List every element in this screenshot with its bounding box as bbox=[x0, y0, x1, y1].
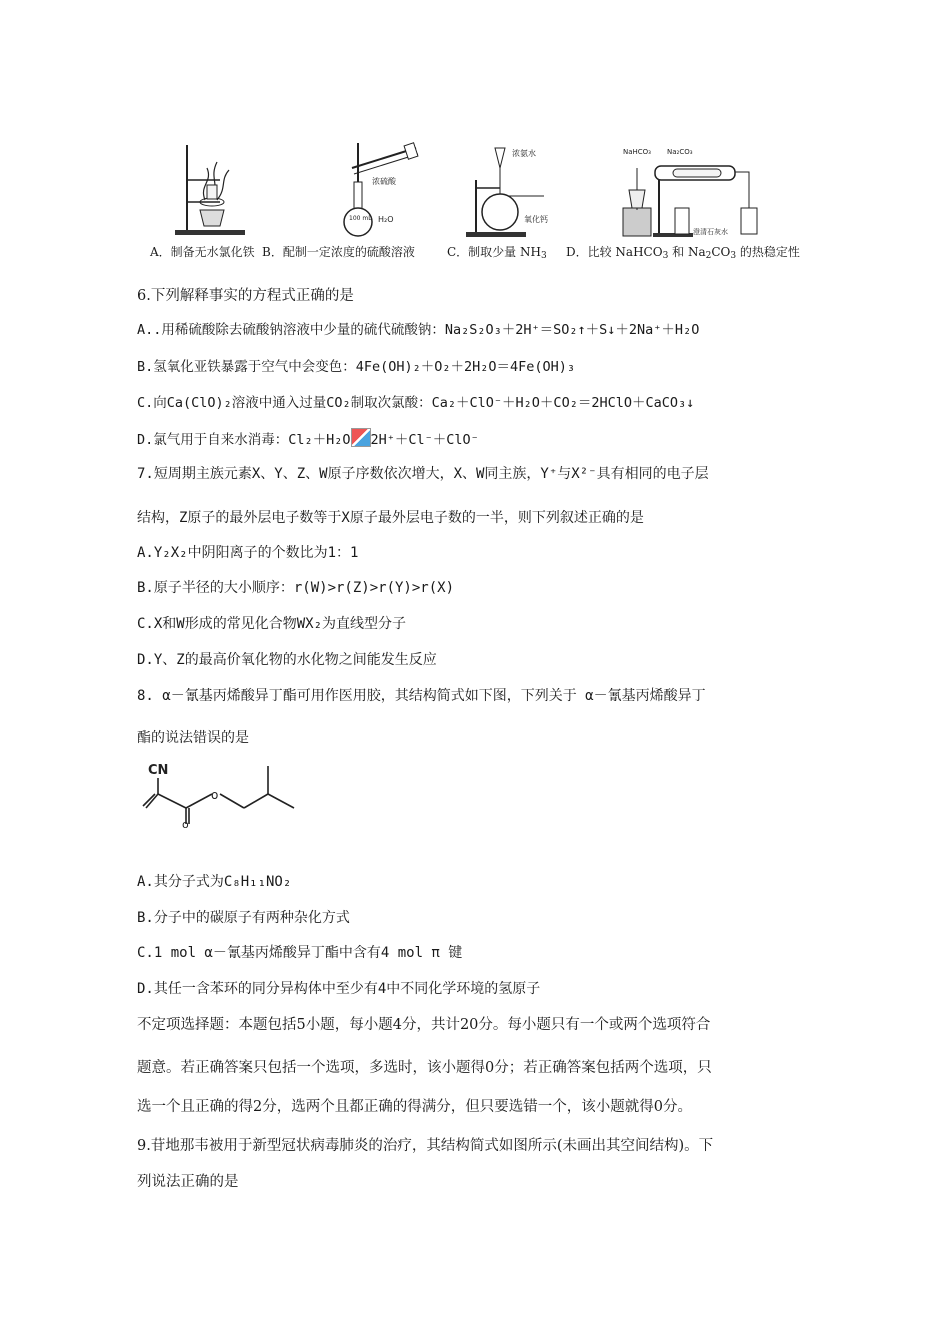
q6-option-c: C.向Ca(ClO)₂溶液中通入过量CO₂制取次氯酸：Ca₂＋ClO⁻＋H₂O＋CO₂＝2HClO＋CaCO₃↓ bbox=[137, 395, 695, 411]
label-b-acid: 浓硫酸 bbox=[372, 177, 396, 186]
caption-d: D．比较 NaHCO$_3$ 和 $Na_2CO_3$ 的热稳定性 bbox=[566, 245, 800, 261]
q6-stem: 6.下列解释事实的方程式正确的是 bbox=[137, 288, 354, 304]
q8-option-a: A.其分子式为C₈H₁₁NO₂ bbox=[137, 874, 292, 890]
label-d-nahco3: NaHCO₃ bbox=[623, 148, 651, 156]
q8-stem-line1: 8. α－氰基丙烯酸异丁酯可用作医用胶，其结构简式如下图，下列关于 α－氰基丙烯酸异丁 bbox=[137, 688, 706, 704]
section-instructions-line3: 选一个且正确的得2分，选两个且都正确的得满分，但只要选错一个，该小题就得0分。 bbox=[137, 1099, 692, 1115]
caption-c: C．制取少量 $NH_3$ bbox=[447, 245, 547, 261]
section-instructions-line1: 不定项选择题：本题包括5小题，每小题4分，共计20分。每小题只有一个或两个选项符合 bbox=[137, 1017, 711, 1033]
q6-option-a: A..用稀硫酸除去硫酸钠溶液中少量的硫代硫酸钠：Na₂S₂O₃＋2H⁺＝SO₂↑＋S↓＋2Na⁺＋H₂O bbox=[137, 322, 700, 338]
apparatus-figure-c bbox=[462, 140, 562, 240]
q6-option-d-left: D.氯气用于自来水消毒：Cl₂＋H₂O bbox=[137, 432, 351, 448]
q6-option-b: B.氢氧化亚铁暴露于空气中会变色：4Fe(OH)₂＋O₂＋2H₂O＝4Fe(OH)₃ bbox=[137, 359, 576, 375]
label-c-ammonia: 浓氨水 bbox=[512, 149, 536, 158]
apparatus-figure-d bbox=[615, 138, 765, 240]
label-d-na2co3: Na₂CO₃ bbox=[667, 148, 693, 156]
broken-image-icon bbox=[351, 428, 371, 447]
q6-option-d bbox=[137, 428, 479, 450]
q7-option-d: D.Y、Z的最高价氧化物的水化物之间能发生反应 bbox=[137, 652, 437, 668]
caption-b: B．配制一定浓度的硫酸溶液 bbox=[262, 245, 415, 259]
section-instructions-line2: 题意。若正确答案只包括一个选项，多选时，该小题得0分；若正确答案包括两个选项，只 bbox=[137, 1060, 712, 1076]
q6-option-d-right: 2H⁺＋Cl⁻＋ClO⁻ bbox=[370, 432, 479, 448]
q8-stem-line2: 酯的说法错误的是 bbox=[137, 730, 249, 746]
q7-stem-line2: 结构，Z原子的最外层电子数等于X原子最外层电子数的一半，则下列叙述正确的是 bbox=[137, 510, 644, 526]
q7-option-c: C.X和W形成的常见化合物WX₂为直线型分子 bbox=[137, 616, 407, 632]
label-b-flask: 100 mL bbox=[349, 215, 372, 222]
q9-stem-line2: 列说法正确的是 bbox=[137, 1174, 239, 1190]
q7-option-b: B.原子半径的大小顺序：r(W)>r(Z)>r(Y)>r(X) bbox=[137, 580, 455, 596]
svg-text:o: o bbox=[182, 818, 189, 828]
label-c-oxide: 氧化钙 bbox=[524, 215, 548, 224]
q8-option-b: B.分子中的碳原子有两种杂化方式 bbox=[137, 910, 350, 926]
label-b-water: H₂O bbox=[378, 215, 394, 224]
q9-stem-line1: 9.苷地那韦被用于新型冠状病毒肺炎的治疗，其结构简式如图所示(未画出其空间结构)。下 bbox=[137, 1138, 714, 1154]
svg-text:o: o bbox=[211, 788, 219, 802]
label-d-limewater: 澄清石灰水 bbox=[693, 228, 728, 236]
cn-group-label: CN bbox=[148, 763, 169, 778]
apparatus-figure-b bbox=[330, 138, 440, 240]
q7-option-a: A.Y₂X₂中阴阳离子的个数比为1：1 bbox=[137, 545, 359, 561]
caption-a: A．制备无水氯化铁 bbox=[150, 245, 255, 259]
q8-option-c: C.1 mol α－氰基丙烯酸异丁酯中含有4 mol π 键 bbox=[137, 945, 463, 961]
q7-stem-line1: 7.短周期主族元素X、Y、Z、W原子序数依次增大，X、W同主族，Y⁺与X²⁻具有相同的电子层 bbox=[137, 466, 709, 482]
structure-formula-figure bbox=[140, 758, 320, 828]
apparatus-figure-a bbox=[165, 140, 255, 240]
q8-option-d: D.其任一含苯环的同分异构体中至少有4中不同化学环境的氢原子 bbox=[137, 981, 541, 997]
